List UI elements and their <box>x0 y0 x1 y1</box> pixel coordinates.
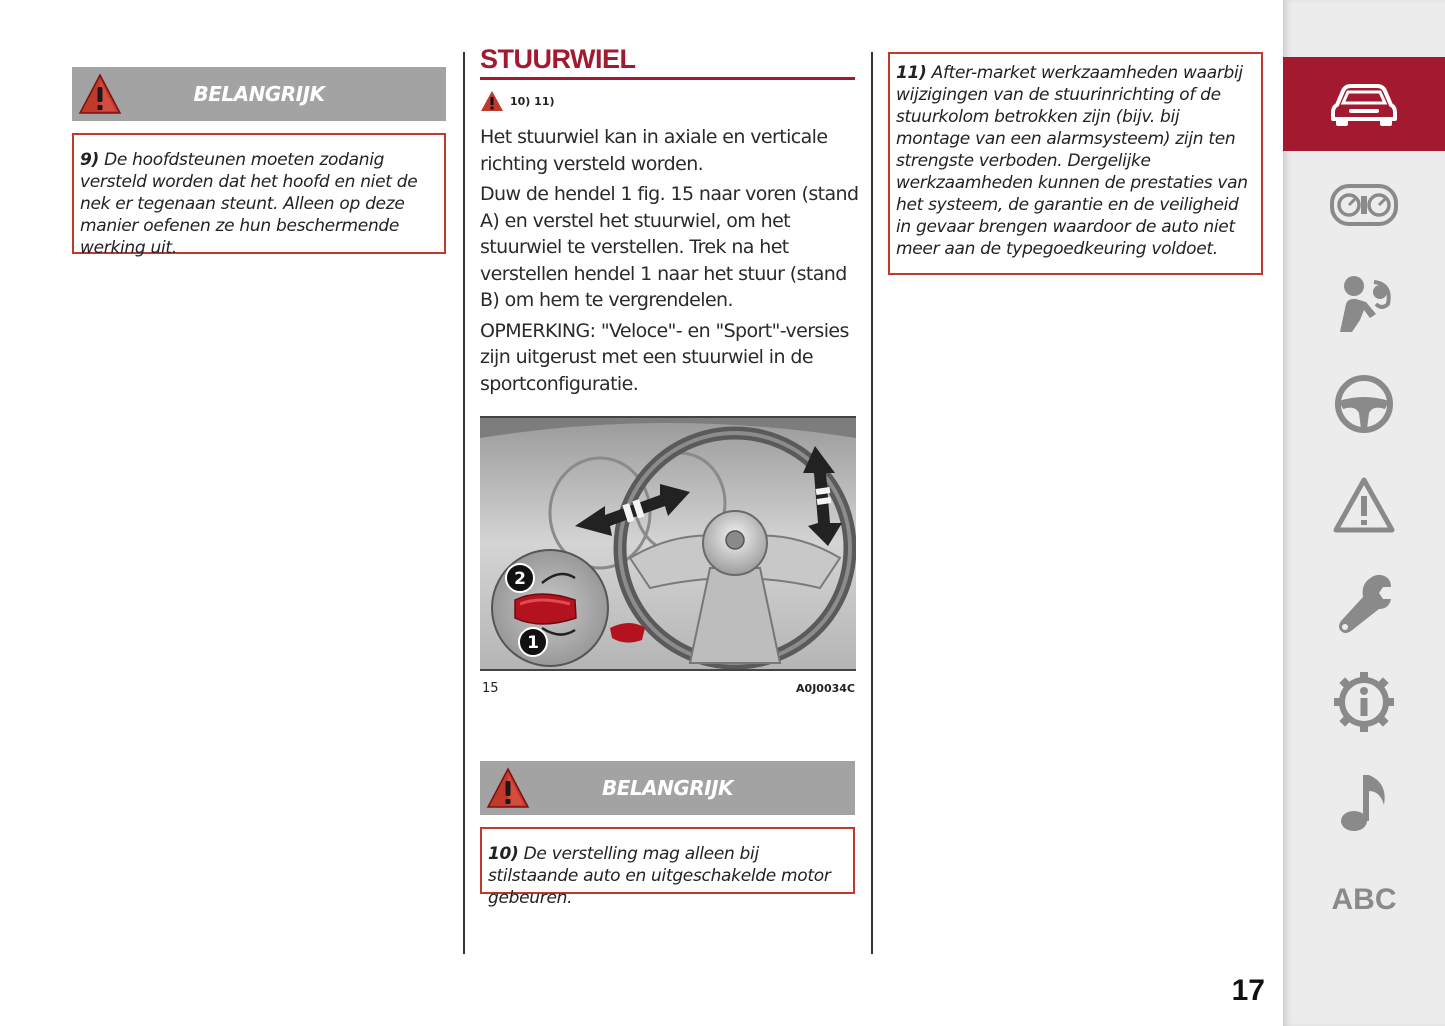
steering-wheel-figure <box>480 416 856 671</box>
warning-icon <box>486 766 530 810</box>
warning-title: BELANGRIJK <box>193 82 325 106</box>
callout-2: 2 <box>514 569 526 589</box>
note-number: 10) <box>488 844 519 864</box>
note-box-10 <box>480 827 855 908</box>
note-text: After-market werkzaamheden waarbij wijzigingen van de stuurinrichting of de stuurkolom betrokken zijn (bijv. bij montage van een alarmsysteem) zijn ten strengste verboden. Dergelijke werkzaamheden kunnen de prestaties van het systeem, de garantie en de veiligheid in gevaar brengen waardoor de auto niet meer aan de typegoedkeuring voldoet. <box>896 63 1248 259</box>
reference-numbers: 10) 11) <box>510 94 555 108</box>
sidebar-item-instruments[interactable] <box>1283 158 1445 252</box>
sidebar-item-start-drive[interactable] <box>1283 357 1445 451</box>
sidebar-item-technical-data[interactable] <box>1283 655 1445 749</box>
sidebar-item-maintenance[interactable] <box>1283 557 1445 651</box>
warning-header <box>72 67 446 121</box>
note-box-9 <box>72 133 446 258</box>
section-title: STUURWIEL <box>480 44 855 80</box>
callout-1: 1 <box>527 633 539 653</box>
steering-wheel-illustration <box>480 418 856 669</box>
wrench-icon <box>1333 571 1395 637</box>
warning-triangle-icon <box>1332 476 1396 534</box>
sidebar-item-safety[interactable] <box>1283 257 1445 351</box>
column-divider-left <box>463 52 465 954</box>
paragraph: Duw de hendel 1 fig. 15 naar voren (stand A) en verstel het stuurwiel, om het stuurwiel te verstellen. Trek na het verstellen hendel 1 naar het stuur (stand B) om hem te vergrendelen. <box>480 183 859 311</box>
figure-code: A0J0034C <box>796 682 855 695</box>
column-divider-right <box>871 52 873 954</box>
chapter-sidebar <box>1283 0 1445 1026</box>
note-number: 9) <box>80 150 99 170</box>
music-note-icon <box>1338 771 1390 833</box>
note-number: 11) <box>896 63 927 83</box>
note-text: De hoofdsteunen moeten zodanig versteld worden dat het hoofd en niet de nek er tegenaan steunt. Alleen op deze manier oefenen ze hun beschermende werking uit. <box>80 150 418 258</box>
paragraph: Het stuurwiel kan in axiale en verticale richting versteld worden. <box>480 126 828 175</box>
index-label: ABC <box>1331 883 1397 916</box>
sidebar-item-emergency[interactable] <box>1283 458 1445 552</box>
instrument-panel-icon <box>1329 182 1399 228</box>
sidebar-item-index[interactable] <box>1283 853 1445 947</box>
technical-data-icon <box>1332 670 1396 734</box>
note-text: De verstelling mag alleen bij stilstaande auto en uitgeschakelde motor gebeuren. <box>488 844 831 908</box>
sidebar-item-car[interactable] <box>1283 57 1445 151</box>
page-number: 17 <box>1231 974 1265 1007</box>
car-icon <box>1329 79 1399 129</box>
figure-number: 15 <box>482 681 499 696</box>
paragraph: OPMERKING: "Veloce"- en "Sport"-versies zijn uitgerust met een stuurwiel in de sportconfiguratie. <box>480 319 849 395</box>
steering-wheel-icon <box>1333 373 1395 435</box>
warning-references <box>480 90 555 112</box>
warning-icon <box>480 90 504 112</box>
warning-icon <box>78 72 122 116</box>
note-box-11 <box>888 52 1263 275</box>
warning-title: BELANGRIJK <box>601 776 734 800</box>
airbag-safety-icon <box>1332 274 1396 334</box>
body-text <box>480 124 860 401</box>
warning-header <box>480 761 855 815</box>
sidebar-item-multimedia[interactable] <box>1283 755 1445 849</box>
